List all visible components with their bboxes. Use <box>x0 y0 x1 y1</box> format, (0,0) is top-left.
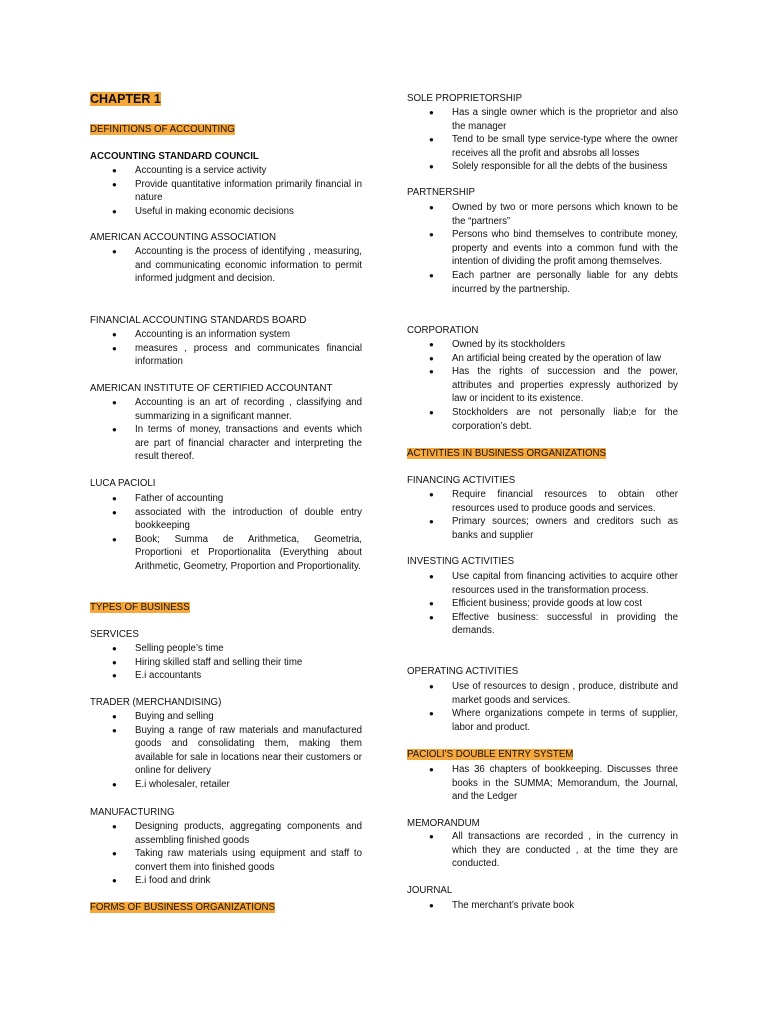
bullet-icon: ● <box>112 671 117 681</box>
heading-block <box>90 314 362 328</box>
bullet-icon: ● <box>112 179 117 189</box>
heading-block <box>90 696 362 710</box>
list-item <box>90 492 362 506</box>
list-item <box>90 205 362 219</box>
bullet-icon: ● <box>112 206 117 216</box>
list-item-text: Owned by two or more persons which known to be the “partners” <box>452 202 678 227</box>
bullet-list <box>90 820 362 888</box>
heading-block <box>407 474 678 488</box>
bullet-icon: ● <box>429 407 434 417</box>
list-item <box>90 178 362 205</box>
bullet-list <box>90 492 362 574</box>
bullet-icon: ● <box>429 203 434 212</box>
subheading-manufacturing: MANUFACTURING <box>90 807 175 818</box>
list-item-text: Effective business: successful in providing the demands. <box>452 611 678 637</box>
list-item <box>407 515 678 542</box>
list-item-text: The merchant’s private book <box>452 900 575 911</box>
bullet-list <box>90 164 362 218</box>
bullet-icon: ● <box>429 108 434 117</box>
list-item <box>90 669 362 683</box>
bullet-list-items <box>407 488 678 542</box>
heading-block <box>407 92 678 106</box>
heading-block <box>90 92 362 108</box>
list-item <box>90 245 362 286</box>
bullet-list-items <box>90 164 362 218</box>
bullet-list <box>90 642 362 683</box>
bullet-list-items <box>90 396 362 464</box>
highlighted-section-title-activities-in-business-organizations: ACTIVITIES IN BUSINESS ORGANIZATIONS <box>407 448 606 459</box>
subheading-trader-merchandising: TRADER (MERCHANDISING) <box>90 697 222 708</box>
list-item <box>90 642 362 656</box>
list-item <box>407 365 678 406</box>
list-item-text: Stockholders are not personally liab;e for the corporation’s debt. <box>452 406 678 432</box>
list-item-text: measures , process and communicates financial information <box>135 342 362 368</box>
list-item-text: E.i accountants <box>135 670 202 682</box>
list-item <box>90 874 362 888</box>
bullet-list <box>407 488 678 542</box>
list-item <box>407 338 678 352</box>
list-item-text: Has 36 chapters of bookkeeping. Discusses three books in the SUMMA; Memorandum, the Journal, and the Ledger <box>452 764 678 803</box>
bullet-list-items <box>90 492 362 574</box>
bullet-icon: ● <box>112 849 117 859</box>
subheading-corporation: CORPORATION <box>407 325 479 336</box>
subheading-investing-activities: INVESTING ACTIVITIES <box>407 556 515 567</box>
heading-block <box>90 806 362 820</box>
list-item <box>407 899 678 913</box>
list-item <box>90 342 362 369</box>
bullet-list-items <box>407 830 678 871</box>
subheading-services: SERVICES <box>90 629 139 640</box>
list-item-text: Owned by its stockholders <box>452 339 566 350</box>
bullet-icon: ● <box>112 876 117 886</box>
list-item-text: Selling people’s time <box>135 643 224 654</box>
list-item <box>90 778 362 792</box>
chapter-title: CHAPTER 1 <box>90 92 161 106</box>
list-item <box>90 506 362 533</box>
bullet-icon: ● <box>429 517 434 527</box>
list-item-text: Hiring skilled staff and selling their time <box>135 656 303 668</box>
subheading-american-accounting-association: AMERICAN ACCOUNTING ASSOCIATION <box>90 232 277 243</box>
list-item-text: Accounting is an art of recording , classifying and summarizing in a significant manner. <box>135 397 362 422</box>
bold-subheading: ACCOUNTING STANDARD COUNCIL <box>90 151 259 162</box>
heading-block <box>90 601 362 615</box>
bullet-icon: ● <box>429 490 434 499</box>
list-item-text: Taking raw materials using equipment and staff to convert them into finished goods <box>135 848 362 873</box>
bullet-list <box>90 396 362 464</box>
bullet-icon: ● <box>112 494 117 503</box>
bullet-list-items <box>407 570 678 638</box>
list-item-text: Use of resources to design , produce, distribute and market goods and services. <box>452 681 678 706</box>
heading-block <box>407 186 678 200</box>
highlighted-section-title-types-of-business: TYPES OF BUSINESS <box>90 602 190 613</box>
list-item-text: Primary sources; owners and creditors such as banks and supplier <box>452 516 678 541</box>
bullet-list <box>407 830 678 871</box>
list-item-text: Persons who bind themselves to contribute money, property and events into a common fund with the intention of dividing the profit among themselves. <box>452 229 678 268</box>
bullet-list-items <box>407 338 678 433</box>
heading-block <box>90 123 362 137</box>
list-item <box>407 269 678 296</box>
list-item <box>407 570 678 597</box>
list-item-text: Accounting is an information system <box>135 329 291 340</box>
heading-block <box>90 231 362 245</box>
list-item <box>90 820 362 847</box>
list-item-text: Solely responsible for all the debts of the business <box>452 161 668 173</box>
heading-block <box>90 382 362 396</box>
subheading-memorandum: MEMORANDUM <box>407 818 480 829</box>
list-item-text: Has the rights of succession and the power, attributes and properties expressly authorized by law or incident to its existence. <box>452 366 678 405</box>
list-item <box>90 328 362 342</box>
heading-block <box>407 447 678 461</box>
list-item-text: E.i food and drink <box>135 875 211 887</box>
bullet-icon: ● <box>429 682 434 691</box>
bullet-icon: ● <box>429 572 434 581</box>
bullet-icon: ● <box>429 353 434 363</box>
list-item-text: Book; Summa de Arithmetica, Geometria, Proportioni et Proportionalita (Everything about Arithmetic, Geometry, Proportion and Proportionality. <box>135 533 362 572</box>
list-item-text: Buying and selling <box>135 711 214 722</box>
bullet-icon: ● <box>429 367 434 377</box>
bullet-list-items <box>407 106 678 174</box>
bullet-list <box>407 570 678 638</box>
heading-block <box>407 817 678 831</box>
bullet-list <box>407 106 678 174</box>
bullet-icon: ● <box>429 612 434 622</box>
list-item <box>90 396 362 423</box>
list-item <box>407 830 678 871</box>
subheading-financing-activities: FINANCING ACTIVITIES <box>407 475 516 486</box>
bullet-list-items <box>407 201 678 296</box>
highlighted-section-title-definitions-of-accounting: DEFINITIONS OF ACCOUNTING <box>90 124 235 135</box>
subheading-partnership: PARTNERSHIP <box>407 187 476 198</box>
bullet-icon: ● <box>112 398 117 407</box>
bullet-icon: ● <box>112 822 117 831</box>
list-item <box>407 763 678 804</box>
list-item <box>407 133 678 160</box>
bullet-list <box>407 899 678 913</box>
list-item <box>90 656 362 670</box>
heading-block <box>90 901 362 915</box>
heading-block <box>407 555 678 569</box>
highlighted-section-title-pacioli-s-double-entry-system: PACIOLI’S DOUBLE ENTRY SYSTEM <box>407 749 574 760</box>
bullet-list-items <box>90 710 362 792</box>
list-item <box>407 106 678 133</box>
bullet-icon: ● <box>112 507 117 517</box>
bullet-icon: ● <box>112 534 117 544</box>
bullet-icon: ● <box>429 901 434 910</box>
list-item-text: Has a single owner which is the proprietor and also the manager <box>452 107 678 132</box>
bullet-icon: ● <box>112 712 117 721</box>
list-item-text: In terms of money, transactions and events which are part of financial character and interpreting the result thereof. <box>135 424 362 463</box>
list-item <box>407 611 678 638</box>
bullet-icon: ● <box>429 765 434 774</box>
bullet-icon: ● <box>112 343 117 353</box>
bullet-icon: ● <box>112 166 117 175</box>
bullet-icon: ● <box>112 425 117 435</box>
bullet-icon: ● <box>112 779 117 789</box>
list-item <box>90 533 362 574</box>
list-item-text: Provide quantitative information primarily financial in nature <box>135 178 362 204</box>
list-item-text: Designing products, aggregating components and assembling finished goods <box>135 821 362 846</box>
list-item-text: E.i wholesaler, retailer <box>135 778 230 790</box>
list-item-text: Father of accounting <box>135 493 224 504</box>
list-item-text: Require financial resources to obtain other resources used to produce goods and services. <box>452 489 678 514</box>
list-item-text: Buying a range of raw materials and manufactured goods and consolidating them, making them available for sale in locations near their customers or online for delivery <box>135 724 362 777</box>
list-item <box>407 201 678 228</box>
bullet-list-items <box>90 642 362 683</box>
list-item-text: All transactions are recorded , in the currency in which they are conducted , at the time they are conducted. <box>452 831 678 870</box>
list-item <box>407 160 678 174</box>
list-item <box>407 406 678 433</box>
list-item <box>90 847 362 874</box>
list-item <box>90 724 362 778</box>
bullet-icon: ● <box>112 644 117 653</box>
subheading-journal: JOURNAL <box>407 885 453 896</box>
heading-block <box>407 324 678 338</box>
bullet-list <box>407 338 678 433</box>
list-item-text: Accounting is a service activity <box>135 165 267 176</box>
list-item-text: Accounting is the process of identifying , measuring, and communicating economic information to permit informed judgment and decision. <box>135 246 362 285</box>
bullet-list-items <box>407 899 678 913</box>
bullet-list-items <box>407 763 678 804</box>
list-item <box>90 164 362 178</box>
heading-block <box>407 665 678 679</box>
subheading-operating-activities: OPERATING ACTIVITIES <box>407 666 519 677</box>
bullet-list <box>90 328 362 369</box>
bullet-icon: ● <box>429 340 434 349</box>
bullet-icon: ● <box>429 599 434 609</box>
heading-block <box>90 628 362 642</box>
highlighted-section-title-forms-of-business-organizations: FORMS OF BUSINESS ORGANIZATIONS <box>90 902 275 913</box>
heading-block <box>407 748 678 762</box>
subheading-american-institute-of-certified-accountant: AMERICAN INSTITUTE OF CERTIFIED ACCOUNTANT <box>90 383 333 394</box>
bullet-icon: ● <box>429 709 434 719</box>
bullet-icon: ● <box>429 162 434 172</box>
heading-block <box>90 477 362 491</box>
list-item <box>90 710 362 724</box>
bullet-icon: ● <box>112 725 117 735</box>
bullet-icon: ● <box>112 657 117 667</box>
bullet-list <box>407 201 678 296</box>
subheading-luca-pacioli: LUCA PACIOLI <box>90 478 156 489</box>
subheading-financial-accounting-standards-board: FINANCIAL ACCOUNTING STANDARDS BOARD <box>90 315 307 326</box>
list-item-text: Where organizations compete in terms of supplier, labor and product. <box>452 708 678 733</box>
bullet-icon: ● <box>112 330 117 339</box>
list-item-text: associated with the introduction of double entry bookkeeping <box>135 506 362 532</box>
list-item-text: Tend to be small type service-type where the owner receives all the profit and absrobs all losses <box>452 134 678 159</box>
bullet-list <box>407 680 678 734</box>
bullet-list <box>90 710 362 792</box>
bullet-icon: ● <box>429 832 434 841</box>
bullet-list-items <box>90 245 362 286</box>
list-item <box>407 597 678 611</box>
list-item <box>407 707 678 734</box>
list-item-text: Each partner are personally liable for any debts incurred by the partnership. <box>452 269 678 295</box>
list-item <box>407 228 678 269</box>
heading-block <box>407 884 678 898</box>
list-item <box>407 488 678 515</box>
bullet-list-items <box>90 820 362 888</box>
list-item <box>90 423 362 464</box>
bullet-list-items <box>407 680 678 734</box>
bullet-icon: ● <box>429 135 434 145</box>
list-item <box>407 352 678 366</box>
subheading-sole-proprietorship: SOLE PROPRIETORSHIP <box>407 93 523 104</box>
bullet-list <box>90 245 362 286</box>
bullet-list <box>407 763 678 804</box>
bullet-icon: ● <box>112 247 117 256</box>
bullet-icon: ● <box>429 270 434 280</box>
heading-block <box>90 150 362 164</box>
list-item-text: Useful in making economic decisions <box>135 205 294 217</box>
bullet-icon: ● <box>429 230 434 240</box>
bullet-list-items <box>90 328 362 369</box>
list-item-text: Use capital from financing activities to acquire other resources used in the transformation process. <box>452 571 678 596</box>
list-item <box>407 680 678 707</box>
list-item-text: Efficient business; provide goods at low cost <box>452 598 642 610</box>
list-item-text: An artificial being created by the operation of law <box>452 352 661 364</box>
